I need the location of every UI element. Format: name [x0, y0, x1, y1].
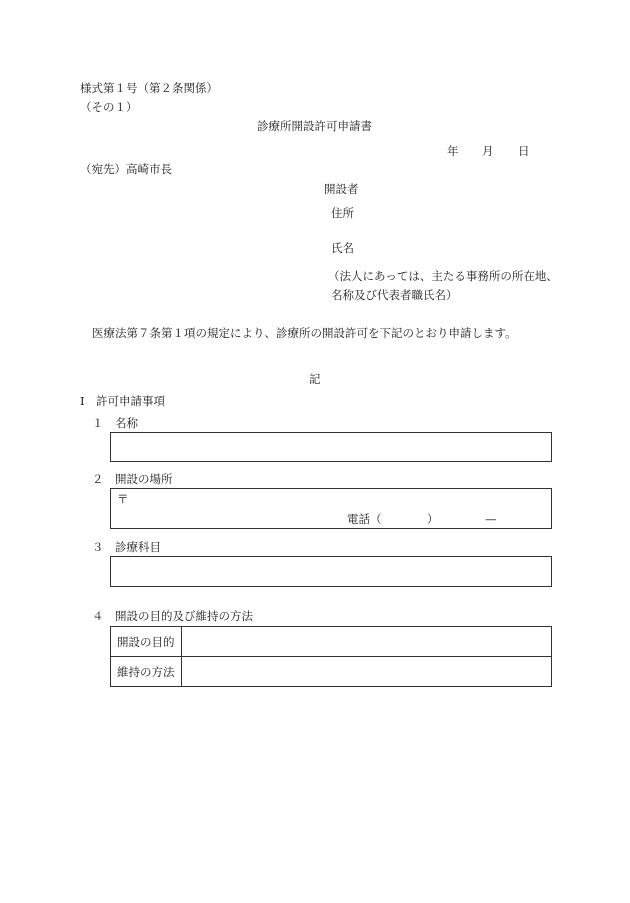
applicant-note-line2: 名称及び代表者職氏名） [331, 288, 458, 302]
applicant-heading: 開設者 [324, 182, 359, 196]
item-location-label: ２ 開設の場所 [92, 472, 173, 486]
item-departments-label: ３ 診療科目 [92, 540, 161, 554]
addressee: （宛先）高崎市長 [80, 162, 172, 176]
section-heading: Ⅰ 許可申請事項 [80, 394, 166, 408]
purpose-row-label: 開設の目的 [111, 627, 182, 657]
ki-heading: 記 [309, 372, 321, 386]
applicant-note-line1: （法人にあっては、主たる事務所の所在地、 [328, 269, 558, 283]
declaration-text: 医療法第７条第１項の規定により、診療所の開設許可を下記のとおり申請します。 [92, 326, 517, 340]
applicant-name-label: 氏名 [331, 241, 354, 255]
item-name-label: １ 名称 [92, 416, 138, 430]
postal-mark: 〒 [117, 492, 129, 506]
table-row [111, 657, 552, 687]
phone-dash: — [485, 512, 497, 526]
table-row [111, 627, 552, 657]
page-title: 診療所開設許可申請書 [257, 119, 372, 133]
applicant-address-label: 住所 [331, 206, 354, 220]
item-purpose-label: ４ 開設の目的及び維持の方法 [92, 609, 253, 623]
date-day-label: 日 [518, 144, 530, 158]
phone-close-paren: ） [427, 512, 439, 526]
name-input-box[interactable] [110, 432, 552, 462]
date-month-label: 月 [482, 144, 494, 158]
maintenance-value-cell[interactable] [182, 657, 552, 687]
form-number: 様式第１号（第２条関係） [80, 81, 218, 95]
form-sub-number: （その１） [80, 100, 138, 114]
maintenance-row-label: 維持の方法 [111, 657, 182, 687]
location-input-box[interactable] [110, 488, 552, 529]
purpose-value-cell[interactable] [182, 627, 552, 657]
date-year-label: 年 [447, 144, 459, 158]
phone-label: 電話（ [347, 512, 382, 526]
departments-input-box[interactable] [110, 556, 552, 587]
purpose-table [110, 626, 552, 687]
